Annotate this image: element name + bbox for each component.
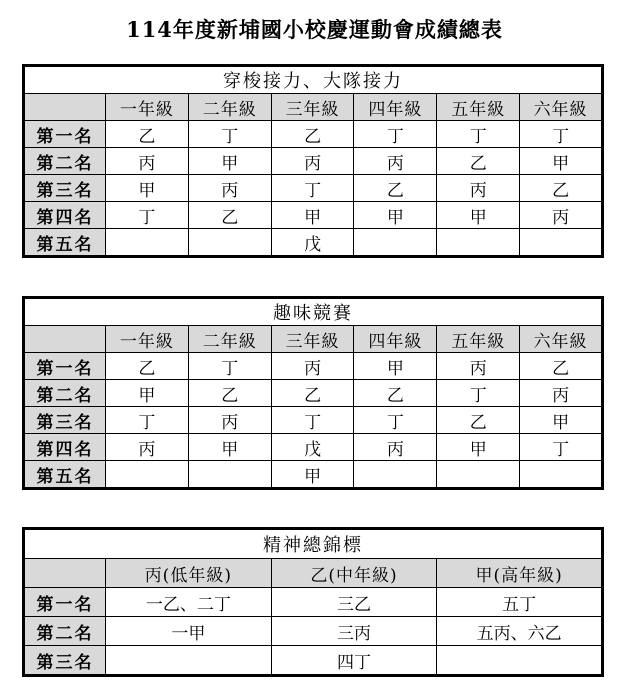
result-cell: 甲 [106, 380, 189, 407]
result-cell: 丙 [271, 148, 354, 175]
grade-header: 二年級 [188, 94, 271, 121]
grade-header: 二年級 [188, 326, 271, 353]
result-cell: 甲 [354, 353, 437, 380]
corner-cell [24, 559, 106, 588]
grade-header: 四年級 [354, 326, 437, 353]
result-cell: 一乙、二丁 [106, 588, 272, 617]
result-cell [188, 229, 271, 257]
result-cell: 甲 [271, 202, 354, 229]
division-header: 甲(高年級) [437, 559, 603, 588]
result-cell [520, 461, 603, 489]
rank-label: 第三名 [24, 175, 106, 202]
result-cell: 丙 [188, 175, 271, 202]
result-cell: 乙 [106, 353, 189, 380]
grade-header: 一年級 [106, 326, 189, 353]
result-cell: 丙 [271, 353, 354, 380]
rank-label: 第二名 [24, 148, 106, 175]
result-cell: 丁 [188, 121, 271, 148]
division-header-row [24, 559, 603, 588]
result-cell: 丁 [437, 380, 520, 407]
result-cell: 丙 [520, 380, 603, 407]
result-cell: 甲 [354, 202, 437, 229]
grade-header: 一年級 [106, 94, 189, 121]
result-cell: 丁 [520, 121, 603, 148]
rank-label: 第五名 [24, 229, 106, 257]
rank-label: 第一名 [24, 588, 106, 617]
result-cell: 戊 [271, 434, 354, 461]
division-header: 丙(低年級) [106, 559, 272, 588]
result-cell: 丙 [437, 175, 520, 202]
rank-label: 第一名 [24, 353, 106, 380]
result-cell: 乙 [437, 407, 520, 434]
result-cell: 丁 [520, 434, 603, 461]
table-row [24, 353, 603, 380]
grade-header: 三年級 [271, 326, 354, 353]
table-row [24, 175, 603, 202]
rank-label: 第五名 [24, 461, 106, 489]
table-row [24, 588, 603, 617]
result-cell: 丙 [188, 407, 271, 434]
result-cell: 三乙 [271, 588, 437, 617]
result-cell: 一甲 [106, 617, 272, 646]
result-cell: 丁 [106, 202, 189, 229]
result-cell: 丙 [354, 148, 437, 175]
grade-header: 五年級 [437, 326, 520, 353]
fun-competition-table [22, 296, 604, 490]
grade-header-row [24, 94, 603, 121]
result-cell [520, 229, 603, 257]
result-cell: 乙 [354, 175, 437, 202]
result-cell: 丁 [106, 407, 189, 434]
result-cell: 乙 [520, 353, 603, 380]
grade-header: 三年級 [271, 94, 354, 121]
result-cell [437, 229, 520, 257]
result-cell: 丁 [354, 121, 437, 148]
rank-label: 第四名 [24, 202, 106, 229]
result-cell: 甲 [188, 148, 271, 175]
spirit-championship-table [22, 527, 604, 677]
result-cell [106, 461, 189, 489]
result-cell: 甲 [188, 434, 271, 461]
result-cell: 乙 [271, 121, 354, 148]
result-cell: 乙 [437, 148, 520, 175]
grade-header: 五年級 [437, 94, 520, 121]
result-cell: 丁 [271, 407, 354, 434]
result-cell: 甲 [271, 461, 354, 489]
grade-header: 四年級 [354, 94, 437, 121]
result-cell: 甲 [437, 434, 520, 461]
corner-cell [24, 326, 106, 353]
table-row [24, 380, 603, 407]
document-title: 114年度新埔國小校慶運動會成績總表 [126, 17, 503, 42]
result-cell: 丙 [354, 434, 437, 461]
rank-label: 第二名 [24, 380, 106, 407]
fun-section-title: 趣味競賽 [24, 298, 603, 326]
rank-label: 第一名 [24, 121, 106, 148]
result-cell: 丁 [354, 407, 437, 434]
result-cell [188, 461, 271, 489]
result-cell: 戊 [271, 229, 354, 257]
result-cell: 甲 [520, 148, 603, 175]
result-cell: 三丙 [271, 617, 437, 646]
result-cell: 乙 [188, 380, 271, 407]
rank-label: 第二名 [24, 617, 106, 646]
table-row [24, 148, 603, 175]
corner-cell [24, 94, 106, 121]
table-row [24, 121, 603, 148]
result-cell: 乙 [520, 175, 603, 202]
result-cell: 丁 [437, 121, 520, 148]
table-row [24, 461, 603, 489]
result-cell: 乙 [271, 380, 354, 407]
result-cell: 四丁 [271, 646, 437, 676]
result-cell: 丙 [520, 202, 603, 229]
result-cell: 丁 [188, 353, 271, 380]
result-cell: 乙 [188, 202, 271, 229]
result-cell [354, 229, 437, 257]
result-cell [106, 646, 272, 676]
rank-label: 第四名 [24, 434, 106, 461]
grade-header: 六年級 [520, 326, 603, 353]
result-cell: 五丁 [437, 588, 603, 617]
rank-label: 第三名 [24, 407, 106, 434]
table-row [24, 202, 603, 229]
result-cell: 乙 [354, 380, 437, 407]
result-cell: 甲 [520, 407, 603, 434]
table-row [24, 407, 603, 434]
result-cell: 丙 [106, 148, 189, 175]
relay-section-title: 穿梭接力、大隊接力 [24, 66, 603, 94]
result-cell: 丙 [437, 353, 520, 380]
result-cell: 甲 [106, 175, 189, 202]
grade-header: 六年級 [520, 94, 603, 121]
result-cell: 甲 [437, 202, 520, 229]
table-row [24, 617, 603, 646]
result-cell [106, 229, 189, 257]
result-cell: 五丙、六乙 [437, 617, 603, 646]
result-cell: 丙 [106, 434, 189, 461]
grade-header-row [24, 326, 603, 353]
result-cell [437, 461, 520, 489]
result-cell [354, 461, 437, 489]
result-cell: 丁 [271, 175, 354, 202]
table-row [24, 434, 603, 461]
table-row [24, 646, 603, 676]
relay-results-table [22, 64, 604, 258]
result-cell: 乙 [106, 121, 189, 148]
table-row [24, 229, 603, 257]
spirit-section-title: 精神總錦標 [24, 529, 603, 559]
result-cell [437, 646, 603, 676]
division-header: 乙(中年級) [271, 559, 437, 588]
rank-label: 第三名 [24, 646, 106, 676]
